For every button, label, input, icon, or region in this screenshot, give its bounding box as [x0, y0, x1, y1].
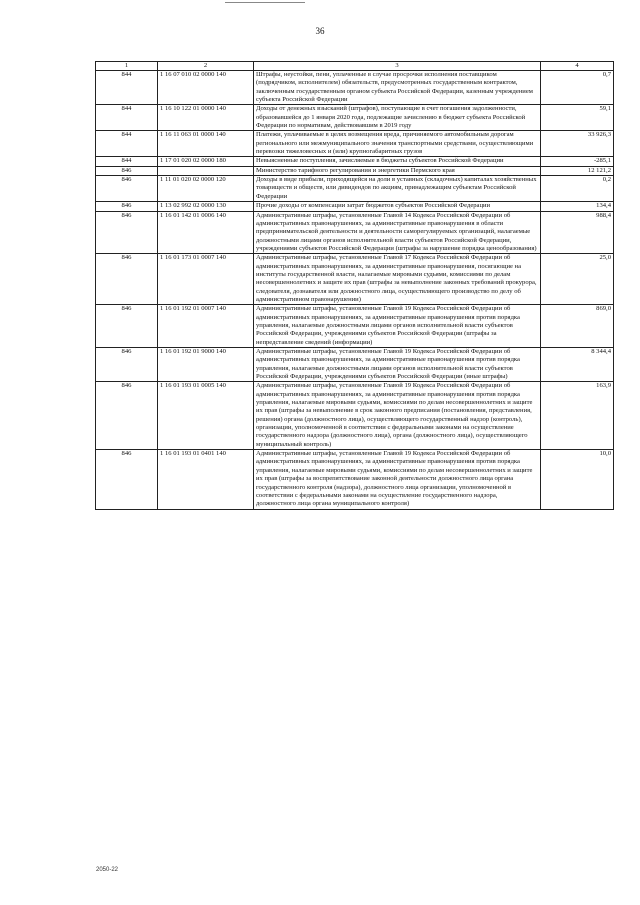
- description-cell: Доходы от денежных взысканий (штрафов), поступающие в счет погашения задолженности, образовавшейся до 1 января 2020 года, подлежащие зачислению в бюджет субъекта Российской Федерации по нормативам, действовавшим в 2019 году: [254, 105, 541, 131]
- amount-cell: -285,1: [541, 157, 614, 166]
- table-row: [96, 131, 614, 157]
- document-footer-code: 2050-22: [96, 867, 119, 873]
- table-row: [96, 348, 614, 382]
- table-row: [96, 450, 614, 509]
- admin-code-cell: 846: [96, 305, 158, 348]
- admin-code-cell: 846: [96, 211, 158, 254]
- description-cell: Административные штрафы, установленные Главой 19 Кодекса Российской Федерации об административных правонарушениях, за административные правонарушения против порядка управления, налагаемые должностными лицами органов исполнительной власти субъектов Российской Федерации, учреждениями субъектов Российской Федерации (иные штрафы): [254, 348, 541, 382]
- admin-code-cell: 844: [96, 131, 158, 157]
- kbk-code-cell: 1 16 01 193 01 0005 140: [158, 382, 254, 450]
- revenue-table: [95, 61, 614, 510]
- description-cell: Административные штрафы, установленные Главой 14 Кодекса Российской Федерации об административных правонарушениях, за административные правонарушения в области предпринимательской деятельности и деятельности саморегулируемых организаций, налагаемые должностными лицами органов исполнительной власти субъектов Российской Федерации, учреждениями субъектов Российской Федерации (штрафы за нарушение порядка ценообразования): [254, 211, 541, 254]
- amount-cell: 869,0: [541, 305, 614, 348]
- header-col-1: 1: [96, 62, 158, 71]
- kbk-code-cell: 1 16 07 010 02 0000 140: [158, 71, 254, 105]
- scan-edge-line: [225, 2, 305, 3]
- amount-cell: 0,2: [541, 176, 614, 202]
- header-col-3: 3: [254, 62, 541, 71]
- admin-code-cell: 844: [96, 105, 158, 131]
- kbk-code-cell: 1 16 10 122 01 0000 140: [158, 105, 254, 131]
- page-number: 36: [315, 26, 325, 36]
- kbk-code-cell: 1 16 01 173 01 0007 140: [158, 254, 254, 305]
- amount-cell: 163,9: [541, 382, 614, 450]
- description-cell: Административные штрафы, установленные Главой 19 Кодекса Российской Федерации об административных правонарушениях, за административные правонарушения против порядка управления, налагаемые мировыми судьями, комиссиями по делам несовершеннолетних и защите их прав (штрафы за невыполнение в срок законного предписания (постановления, представления, решения) органа (должностного лица), осуществляющего государственный надзор (контроль), организации, уполномоченной в соответствии с федеральными законами на осуществление государственного надзора (должностного лица), органа (должностного лица), осуществляющего муниципальный контроль): [254, 382, 541, 450]
- table-row: [96, 211, 614, 254]
- amount-cell: 988,4: [541, 211, 614, 254]
- kbk-code-cell: 1 16 11 063 01 0000 140: [158, 131, 254, 157]
- amount-cell: 0,7: [541, 71, 614, 105]
- description-cell: Административные штрафы, установленные Главой 19 Кодекса Российской Федерации об административных правонарушениях, за административные правонарушения против порядка управления, налагаемые должностными лицами органов исполнительной власти субъектов Российской Федерации, учреждениями субъектов Российской Федерации (штрафы за непредставление сведений (информации): [254, 305, 541, 348]
- table-row: [96, 71, 614, 105]
- table-row: [96, 382, 614, 450]
- admin-code-cell: 846: [96, 202, 158, 211]
- kbk-code-cell: [158, 166, 254, 175]
- amount-cell: 10,0: [541, 450, 614, 509]
- amount-cell: 12 121,2: [541, 166, 614, 175]
- amount-cell: 25,0: [541, 254, 614, 305]
- table-row: [96, 157, 614, 166]
- kbk-code-cell: 1 16 01 192 01 0007 140: [158, 305, 254, 348]
- admin-code-cell: 846: [96, 450, 158, 509]
- amount-cell: 134,4: [541, 202, 614, 211]
- kbk-code-cell: 1 17 01 020 02 0000 180: [158, 157, 254, 166]
- admin-code-cell: 846: [96, 254, 158, 305]
- admin-code-cell: 846: [96, 176, 158, 202]
- table-row: [96, 254, 614, 305]
- admin-code-cell: 846: [96, 382, 158, 450]
- amount-cell: 8 344,4: [541, 348, 614, 382]
- kbk-code-cell: 1 11 01 020 02 0000 120: [158, 176, 254, 202]
- description-cell: Административные штрафы, установленные Главой 17 Кодекса Российской Федерации об административных правонарушениях, за административные правонарушения, посягающие на институты государственной власти, налагаемые мировыми судьями, комиссиями по делам несовершеннолетних и защите их прав (штрафы за невыполнение законных требований прокурора, следователя, дознавателя или должностного лица, осуществляющего производство по делу об административном правонарушении): [254, 254, 541, 305]
- table-row: [96, 202, 614, 211]
- table-row: [96, 305, 614, 348]
- description-cell: Невыясненные поступления, зачисляемые в бюджеты субъектов Российской Федерации: [254, 157, 541, 166]
- header-col-2: 2: [158, 62, 254, 71]
- table-row: [96, 105, 614, 131]
- kbk-code-cell: 1 16 01 193 01 0401 140: [158, 450, 254, 509]
- description-cell: Платежи, уплачиваемые в целях возмещения вреда, причиняемого автомобильным дорогам регионального или межмуниципального значения транспортными средствами, осуществляющими перевозки тяжеловесных и (или) крупногабаритных грузов: [254, 131, 541, 157]
- admin-code-cell: 846: [96, 348, 158, 382]
- admin-code-cell: 846: [96, 166, 158, 175]
- description-cell: Административные штрафы, установленные Главой 19 Кодекса Российской Федерации об административных правонарушениях, за административные правонарушения против порядка управления, налагаемые мировыми судьями, комиссиями по делам несовершеннолетних и защите их прав (штрафы за воспрепятствование законной деятельности должностного лица органа государственного контроля (надзора), должностного лица организации, уполномоченной в соответствии с федеральными законами на осуществление государственного надзора, должностного лица органа муниципального контроля): [254, 450, 541, 509]
- kbk-code-cell: 1 16 01 192 01 9000 140: [158, 348, 254, 382]
- table-row: [96, 166, 614, 175]
- kbk-code-cell: 1 16 01 142 01 0006 140: [158, 211, 254, 254]
- table-row: [96, 176, 614, 202]
- description-cell: Доходы в виде прибыли, приходящейся на доли в уставных (складочных) капиталах хозяйственных товариществ и обществ, или дивидендов по акциям, принадлежащим субъектам Российской Федерации: [254, 176, 541, 202]
- description-cell: Штрафы, неустойки, пени, уплаченные в случае просрочки исполнения поставщиком (подрядчиком, исполнителем) обязательств, предусмотренных государственным контрактом, заключенным государственным органом субъекта Российской Федерации, казенным учреждением субъекта Российской Федерации: [254, 71, 541, 105]
- amount-cell: 33 926,3: [541, 131, 614, 157]
- amount-cell: 59,1: [541, 105, 614, 131]
- kbk-code-cell: 1 13 02 992 02 0000 130: [158, 202, 254, 211]
- admin-code-cell: 844: [96, 71, 158, 105]
- admin-code-cell: 844: [96, 157, 158, 166]
- table-header-row: [96, 62, 614, 71]
- description-cell: Министерство тарифного регулирования и энергетики Пермского края: [254, 166, 541, 175]
- header-col-4: 4: [541, 62, 614, 71]
- description-cell: Прочие доходы от компенсации затрат бюджетов субъектов Российской Федерации: [254, 202, 541, 211]
